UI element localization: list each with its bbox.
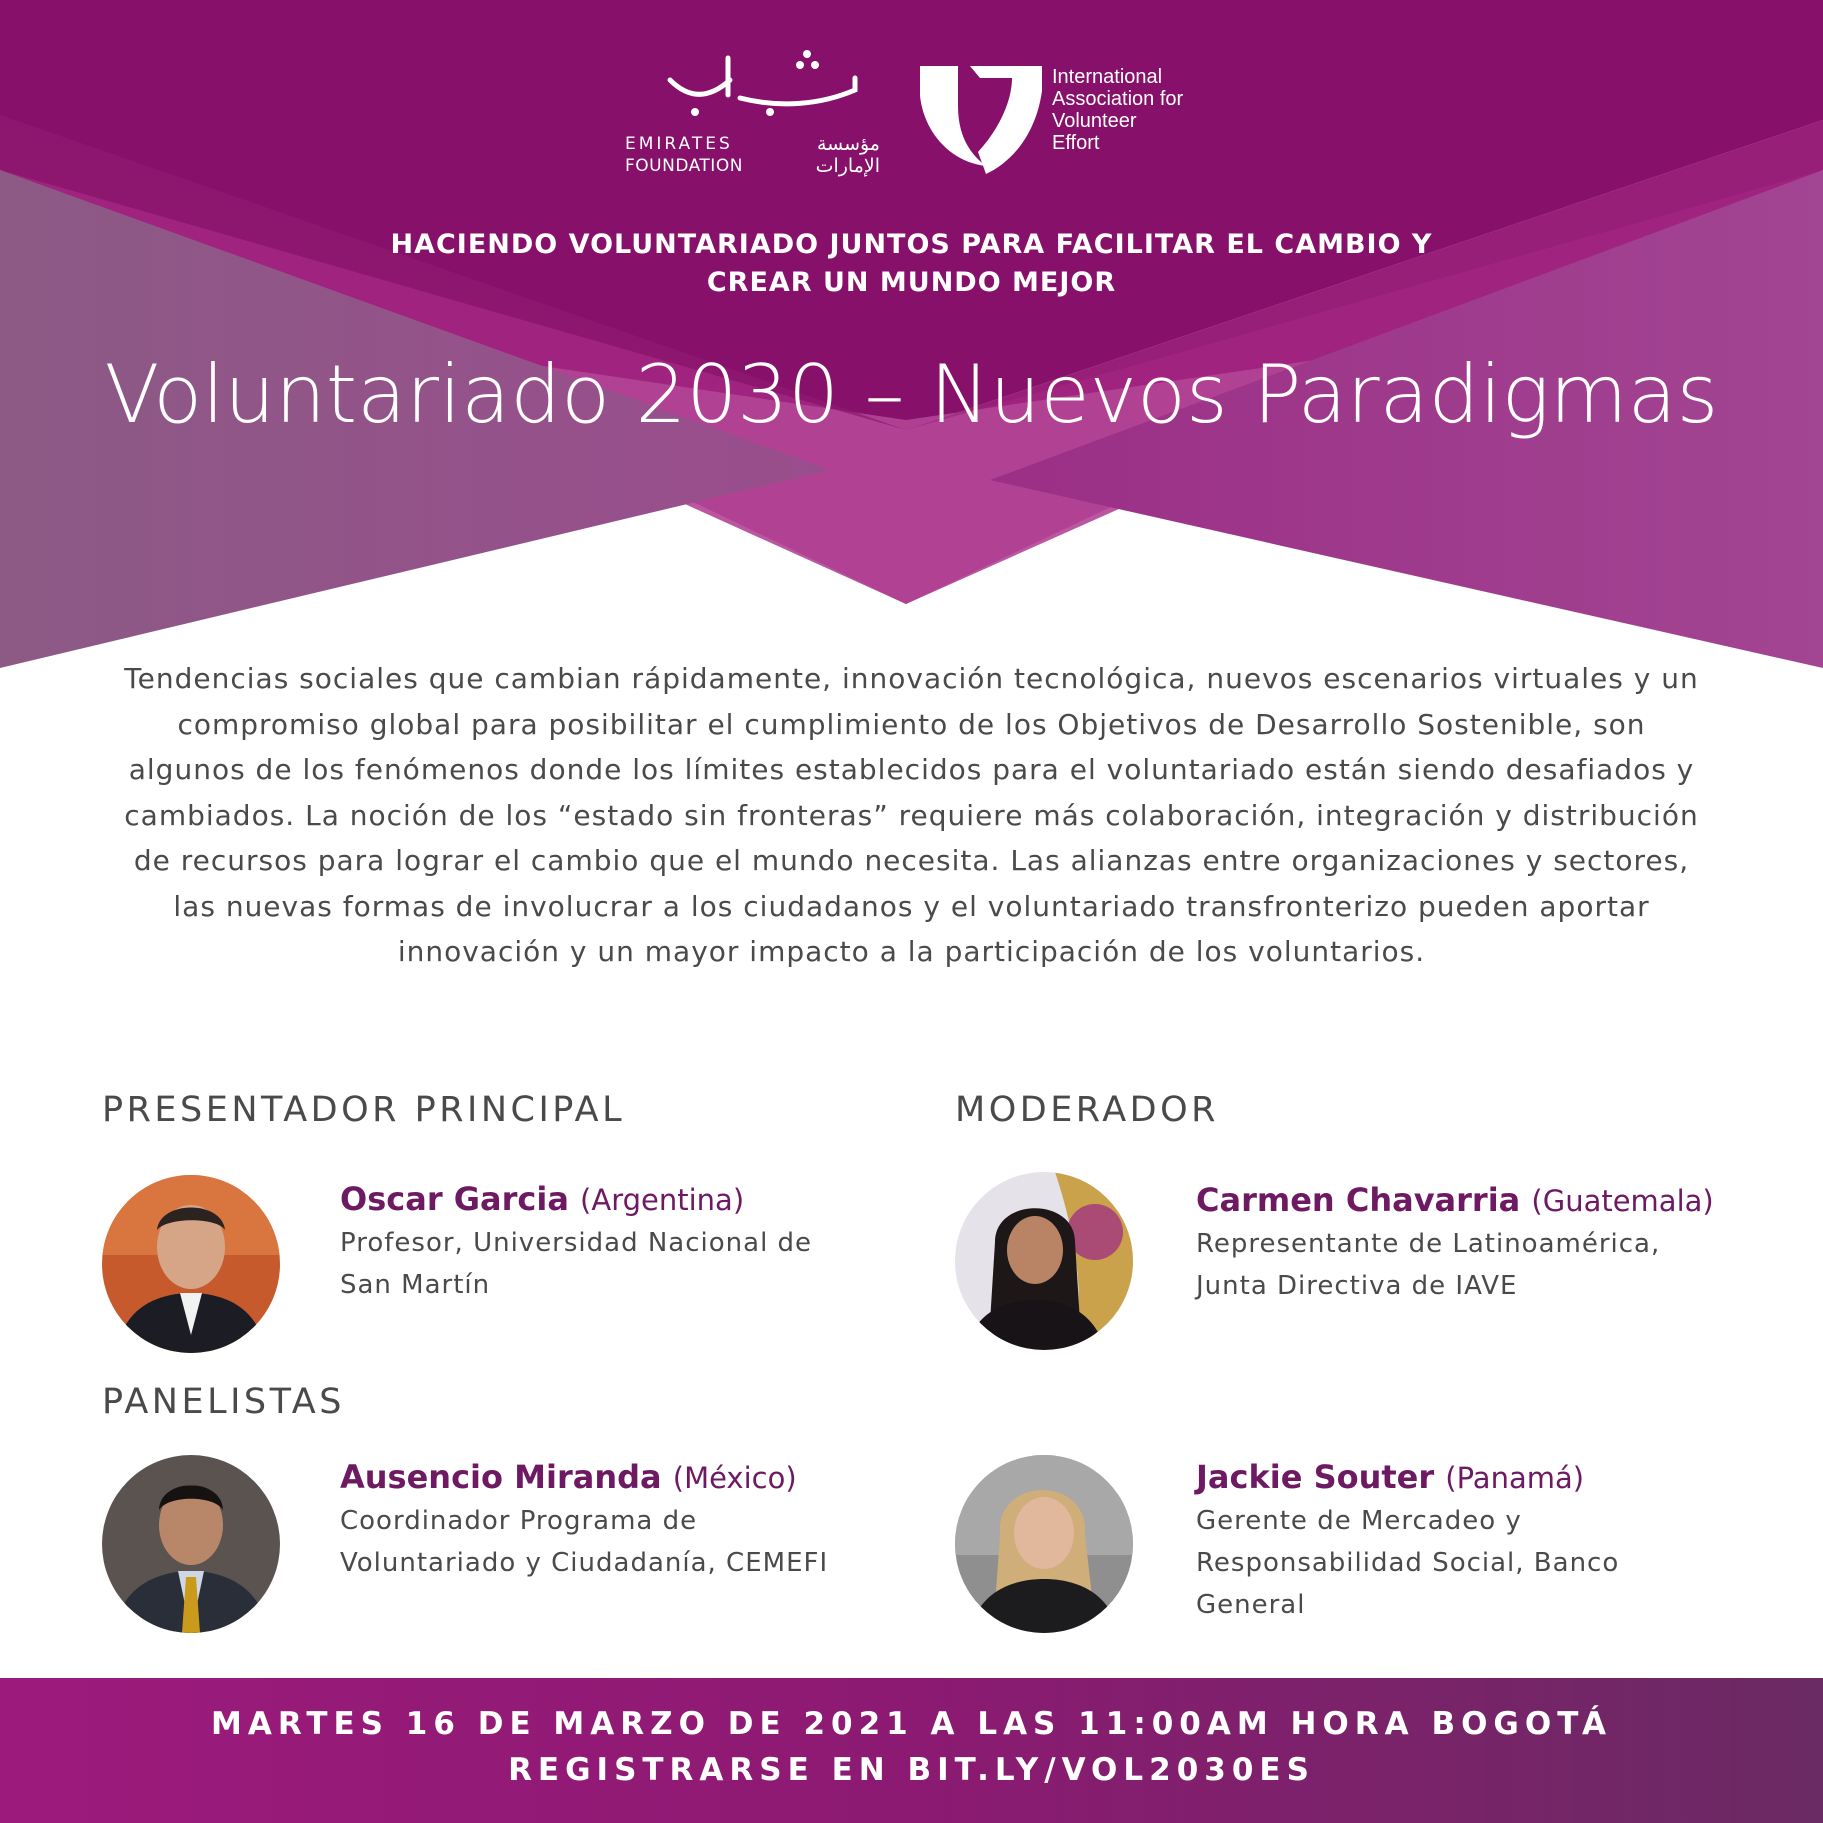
person-role-line1: Gerente de Mercadeo y <box>1196 1506 1522 1536</box>
iave-line4: Effort <box>1052 132 1100 154</box>
event-footer <box>0 1678 1823 1823</box>
logo-bar <box>0 48 1823 178</box>
avatar-ausencio-miranda <box>102 1455 280 1633</box>
event-description: Tendencias sociales que cambian rápidamente, innovación tecnológica, nuevos escenarios virtuales y un compromiso global para posibilitar el cumplimiento de los Objetivos de Desarrollo Sostenible, son algunos de los fenómenos donde los límites establecidos para el voluntariado están siendo desafiados y cambiados. La noción de los “estado sin fronteras” requiere más colaboración, integración y distribución de recursos para lograr el cambio que el mundo necesita. Las alianzas entre organizaciones y sectores, las nuevas formas de involucrar a los ciudadanos y el voluntariado transfronterizo pueden aportar innovación y un mayor impacto a la participación de los voluntarios. <box>124 662 1699 968</box>
person-name: Ausencio Miranda <box>340 1458 662 1496</box>
emirates-foundation-arabic-mark-icon <box>650 50 880 120</box>
person-oscar-garcia <box>340 1177 900 1306</box>
avatar-oscar-garcia <box>102 1175 280 1353</box>
person-role-line2: Voluntariado y Ciudadanía, CEMEFI <box>340 1548 829 1578</box>
person-name: Jackie Souter <box>1196 1458 1435 1496</box>
ef-ar-line1: مؤسسة <box>816 133 880 155</box>
person-country: (Argentina) <box>580 1183 745 1217</box>
ef-en-line2: FOUNDATION <box>625 156 743 176</box>
person-ausencio-miranda <box>340 1455 900 1584</box>
person-role-line2: Junta Directiva de IAVE <box>1196 1271 1518 1301</box>
ef-ar-line2: الإمارات <box>815 155 880 177</box>
iave-shield-icon <box>920 66 1042 176</box>
person-name: Oscar Garcia <box>340 1180 569 1218</box>
iave-name <box>1052 66 1183 154</box>
person-country: (Guatemala) <box>1531 1184 1714 1218</box>
emirates-foundation-arabic <box>760 133 880 177</box>
event-title: Voluntariado 2030 – Nuevos Paradigmas <box>104 348 1719 441</box>
person-jackie-souter <box>1196 1455 1756 1626</box>
section-panelists-label: PANELISTAS <box>102 1382 345 1422</box>
iave-line3: Volunteer <box>1052 110 1137 132</box>
person-role-line2: Responsabilidad Social, Banco <box>1196 1548 1620 1578</box>
avatar-jackie-souter <box>955 1455 1133 1633</box>
person-name-line <box>340 1455 900 1500</box>
event-date-time: MARTES 16 DE MARZO DE 2021 A LAS 11:00AM HORA BOGOTÁ <box>211 1706 1612 1742</box>
person-role-line1: Profesor, Universidad Nacional de <box>340 1228 813 1258</box>
portrait-carmen-icon <box>955 1172 1133 1350</box>
person-carmen-chavarria <box>1196 1178 1796 1307</box>
event-tagline <box>0 226 1823 302</box>
person-role-line1: Coordinador Programa de <box>340 1506 698 1536</box>
section-moderator-label: MODERADOR <box>955 1090 1219 1130</box>
tagline-line1: HACIENDO VOLUNTARIADO JUNTOS PARA FACILITAR EL CAMBIO Y <box>390 229 1433 260</box>
tagline-line2: CREAR UN MUNDO MEJOR <box>706 267 1117 298</box>
person-role-line3: General <box>1196 1590 1306 1620</box>
person-name-line <box>1196 1178 1796 1223</box>
iave-line2: Association for <box>1052 88 1184 110</box>
portrait-oscar-icon <box>102 1175 280 1353</box>
emirates-foundation-english <box>625 133 743 177</box>
portrait-ausencio-icon <box>102 1455 280 1633</box>
person-role-line1: Representante de Latinoamérica, <box>1196 1229 1661 1259</box>
person-role-line2: San Martín <box>340 1270 491 1300</box>
iave-logo <box>920 66 1240 176</box>
person-country: (México) <box>672 1461 797 1495</box>
registration-link[interactable]: REGISTRARSE EN BIT.LY/VOL2030ES <box>508 1752 1315 1788</box>
iave-line1: International <box>1052 66 1163 88</box>
person-name: Carmen Chavarria <box>1196 1181 1521 1219</box>
section-keynote-label: PRESENTADOR PRINCIPAL <box>102 1090 626 1130</box>
portrait-jackie-icon <box>955 1455 1133 1633</box>
ef-en-line1: EMIRATES <box>625 134 733 154</box>
avatar-carmen-chavarria <box>955 1172 1133 1350</box>
person-name-line <box>1196 1455 1756 1500</box>
person-name-line <box>340 1177 900 1222</box>
emirates-foundation-logo <box>620 48 880 178</box>
person-country: (Panamá) <box>1445 1461 1585 1495</box>
